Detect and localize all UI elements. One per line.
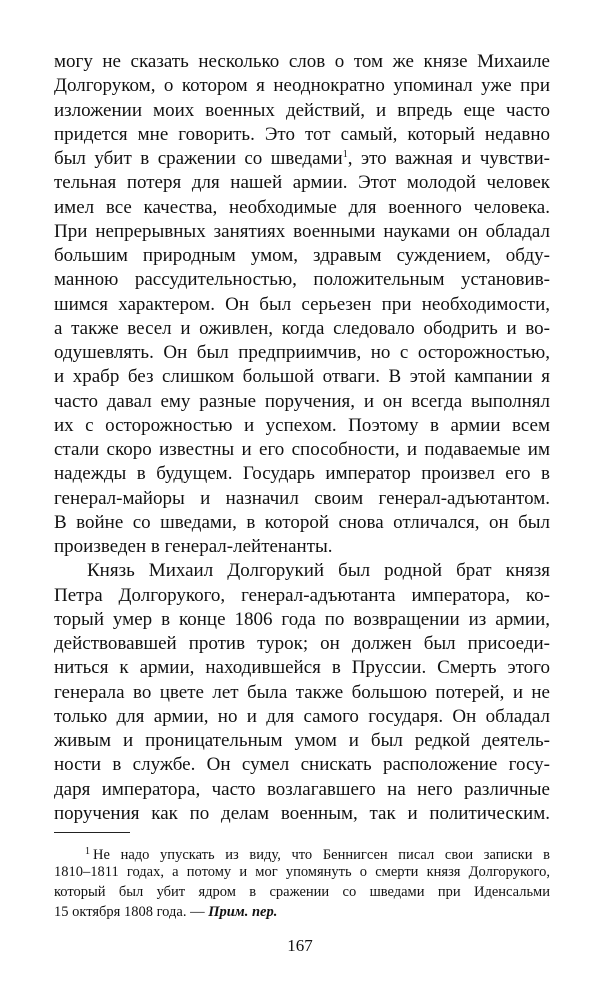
- footnote-text: Не надо упускать из виду, что Беннигсен писал свои записки в: [93, 847, 550, 863]
- footnote-text: 15 октября 1808 года. —: [54, 904, 209, 920]
- text-line: генерала во цвете лет была также большою потерей, и не: [54, 681, 550, 703]
- text-line: и храбр без слишком большой отваги. В этой кампании я: [54, 366, 550, 388]
- text-line: произведен в генерал-лейтенанты.: [54, 536, 333, 557]
- text-line: большим природным умом, здравым суждением, обду-: [54, 245, 550, 266]
- text-line: изложении моих военных действий, и впредь еще часто: [54, 99, 550, 121]
- text-line: живым и проницательным умом и был редкой деятель-: [54, 730, 550, 751]
- text-line: могу не сказать несколько слов о том же князе Михаиле: [54, 51, 550, 72]
- text-line: При непрерывных занятиях военными науками он обладал: [54, 220, 550, 242]
- text-line: часто давал ему разные поручения, и он всегда выполнял: [54, 390, 550, 412]
- text-line: ности в службе. Он сумел снискать расположение госу-: [54, 754, 550, 776]
- text-line: одушевлять. Он был предприимчив, но с осторожностью,: [54, 342, 550, 363]
- footnote-line: [54, 842, 550, 862]
- text-line: тельная потеря для нашей армии. Этот молодой человек: [54, 172, 550, 194]
- footnote-divider: [54, 832, 130, 833]
- text-line: стали скоро известны и его способности, и подаваемые им: [54, 439, 550, 460]
- text-line: [54, 147, 550, 171]
- footnote-reference: 1: [342, 149, 348, 160]
- page-number: 167: [287, 936, 313, 955]
- text-line: генерал-майоры и назначил своим генерал-адъютантом.: [54, 487, 550, 509]
- text-line: а также весел и оживлен, когда следовало ободрить и во-: [54, 317, 550, 339]
- text-line: надежды в будущем. Государь император произвел его в: [54, 463, 550, 485]
- text-line: имел все качества, необходимые для военного человека.: [54, 196, 550, 218]
- text-line: торый умер в конце 1806 года по возвращении из армии,: [54, 608, 550, 630]
- text-segment: , это важная и чувстви-: [347, 148, 550, 169]
- footnote-attribution: Прим. пер.: [208, 904, 278, 920]
- paragraph-1: [54, 50, 550, 559]
- text-line: шимся характером. Он был серьезен при необходимости,: [54, 293, 550, 315]
- text-line: поручения как по делам военным, так и политическим.: [54, 802, 550, 824]
- text-line: придется мне говорить. Это тот самый, который недавно: [54, 123, 550, 145]
- text-line: действовавшей против турок; он должен был присоеди-: [54, 633, 550, 654]
- footnote: [54, 842, 550, 922]
- text-line: Петра Долгорукого, генерал-адъютанта императора, ко-: [54, 584, 550, 606]
- text-line: В войне со шведами, в которой снова отличался, он был: [54, 511, 550, 533]
- footnote-line: 1810–1811 годах, а потому и мог упомянуть о смерти князя Долгорукого,: [54, 864, 550, 880]
- paragraph-2: [54, 559, 550, 826]
- text-line: манною рассудительностью, положительным установив-: [54, 269, 550, 291]
- text-line: даря императора, часто возлагавшего на него различные: [54, 778, 550, 800]
- text-line: Долгоруком, о котором я неоднократно упоминал уже при: [54, 75, 550, 97]
- text-line: их с осторожностью и успехом. Поэтому в армии всем: [54, 414, 550, 436]
- text-line: Князь Михаил Долгорукий был родной брат князя: [87, 560, 550, 582]
- footnote-number: 1: [85, 846, 90, 857]
- main-text: [54, 50, 550, 826]
- text-line: только для армии, но и для самого государя. Он обладал: [54, 705, 550, 727]
- footnote-line: [54, 902, 550, 922]
- text-segment: был убит в сражении со шведами: [54, 148, 343, 169]
- text-line: ниться к армии, находившейся в Пруссии. Смерть этого: [54, 657, 550, 679]
- footnote-line: который был убит ядром в сражении со шведами при Иденсальми: [54, 884, 550, 900]
